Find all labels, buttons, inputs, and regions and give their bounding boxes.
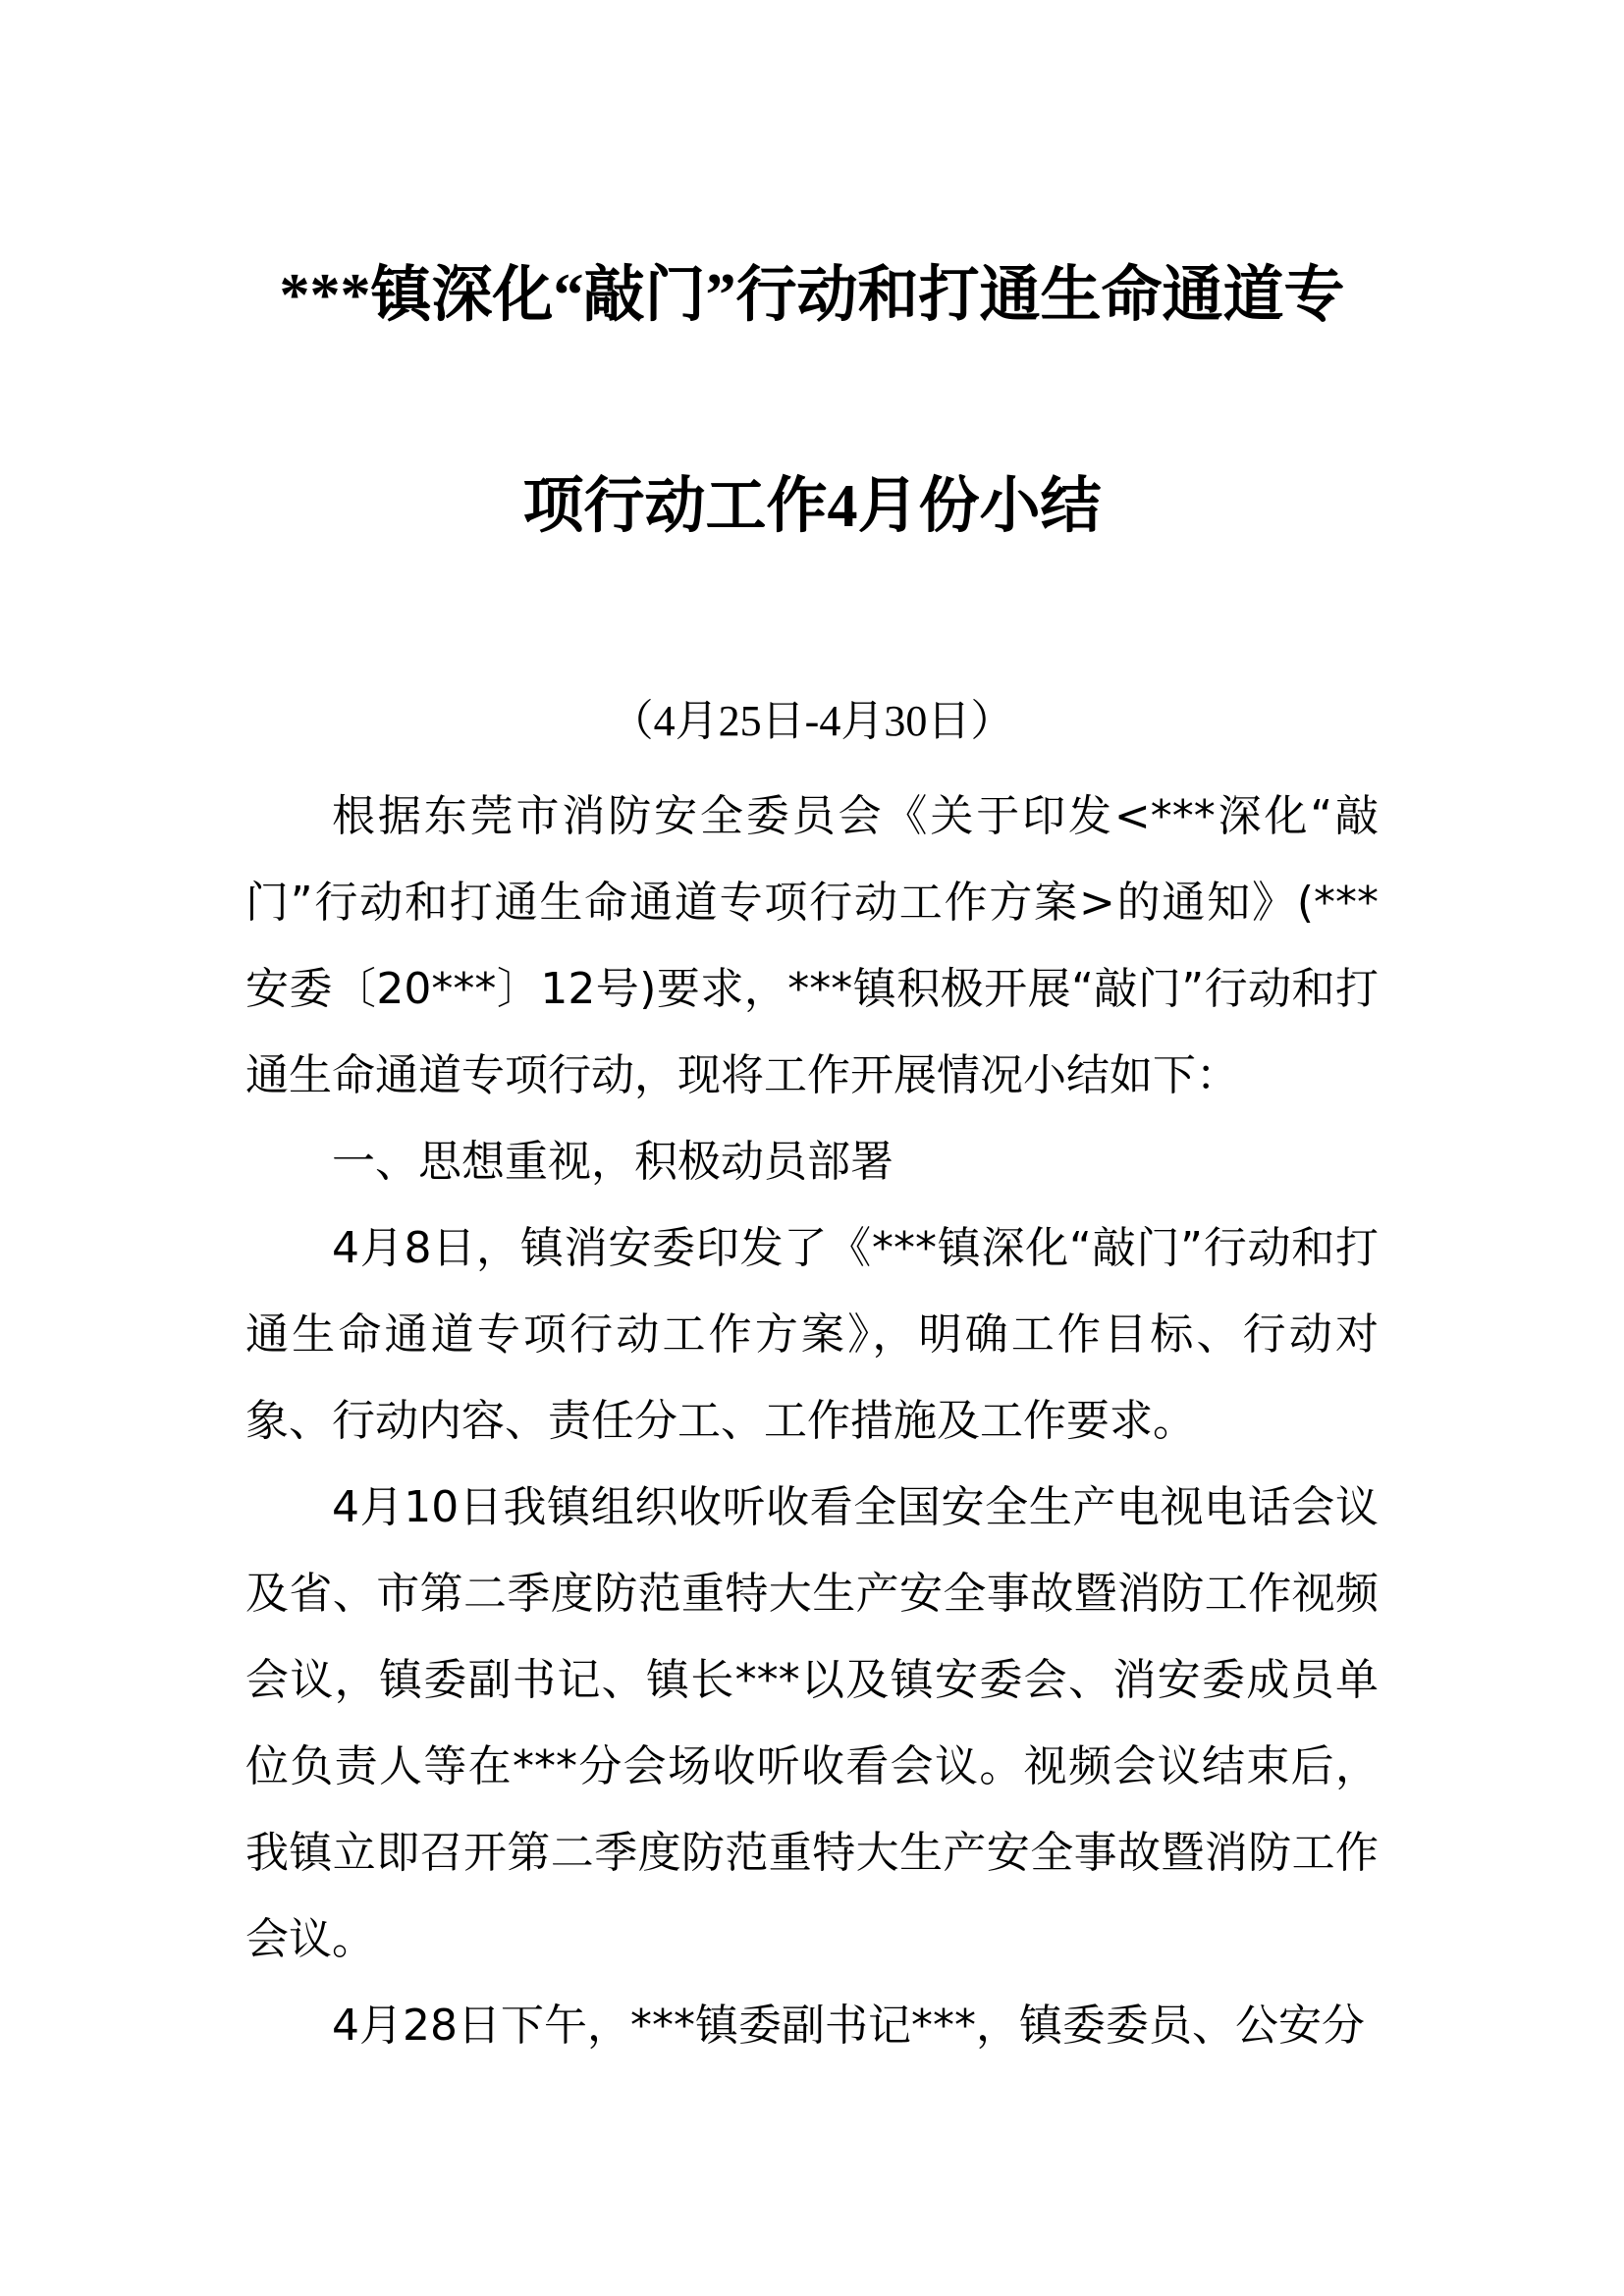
paragraph-april-28: 4月28日下午，***镇委副书记***，镇委委员、公安分 <box>332 2001 1365 2051</box>
document-body <box>245 774 1379 2069</box>
document-title <box>177 190 1447 613</box>
paragraph-april-10: 4月10日我镇组织收听收看全国安全生产电视电话会议及省、市第二季度防范重特大生产安全事故暨消防工作视频会议，镇委副书记、镇长***以及镇安委会、消安委成员单位负责人等在***分会场收听收看会议。视频会议结束后，我镇立即召开第二季度防范重特大生产安全事故暨消防工作会议。 <box>245 1482 1379 1964</box>
title-line-2: 项行动工作4月份小结 <box>522 473 1102 540</box>
title-line-1: ***镇深化“敲门”行动和打通生命通道专 <box>279 262 1345 329</box>
paragraph-april-8: 4月8日，镇消安委印发了《***镇深化“敲门”行动和打通生命通道专项行动工作方案》，明确工作目标、行动对象、行动内容、责任分工、工作措施及工作要求。 <box>245 1223 1379 1446</box>
date-range: （4月25日-4月30日） <box>610 697 1014 745</box>
paragraph-intro: 根据东莞市消防安全委员会《关于印发<***深化“敲门”行动和打通生命通道专项行动工作方案>的通知》(***安委〔20***〕12号)要求，***镇积极开展“敲门”行动和打通生命通道专项行动，现将工作开展情况小结如下： <box>245 791 1379 1100</box>
section-heading-1: 一、思想重视，积极动员部署 <box>332 1137 893 1187</box>
